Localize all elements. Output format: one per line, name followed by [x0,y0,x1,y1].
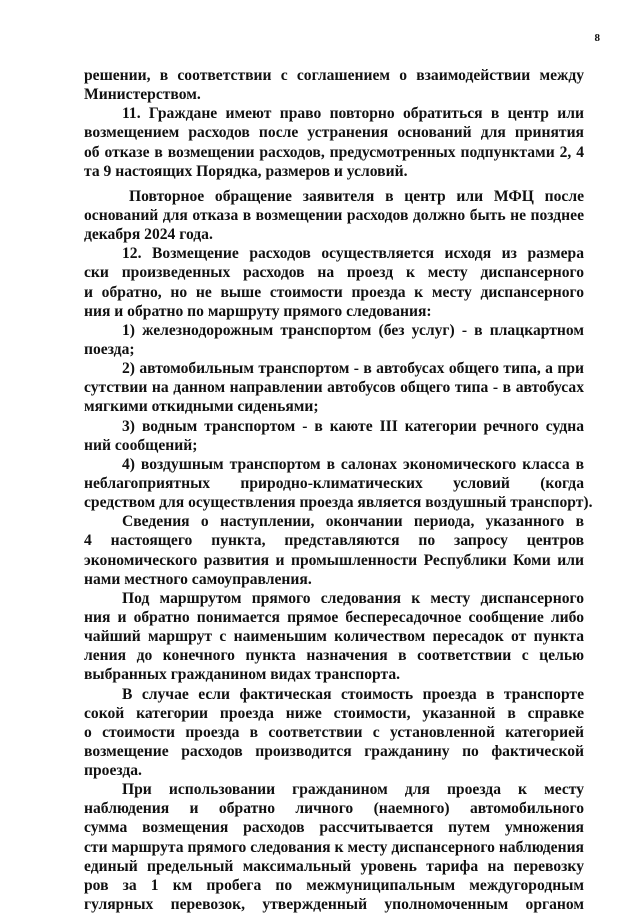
text-line: сокой категории проезда ниже стоимости, указанной в справке [84,704,584,722]
text-line: Под маршрутом прямого следования к месту диспансерного [122,589,584,607]
document-body [84,66,593,914]
text-line: декабря 2024 года. [84,226,213,244]
text-line: При использовании гражданином для проезда к месту [122,781,584,799]
text-line: сумма возмещения расходов рассчитывается путем умножения [84,819,584,837]
text-line: Министерством. [84,86,201,104]
text-line: нами местного самоуправления. [84,570,312,588]
text-line: ний сообщений; [84,436,198,454]
text-line: 1) железнодорожным транспортом (без услуг) - в плацкартном [122,321,584,339]
text-line: 2) автомобильным транспортом - в автобусах общего типа, а при [122,360,584,378]
text-line: 12. Возмещение расходов осуществляется исходя из размера [122,245,584,263]
text-line: об отказе в возмещении расходов, предусмотренных подпунктами 2, 4 [84,143,584,161]
page-number: 8 [594,32,600,44]
text-line: гулярных перевозок, утвержденный уполномоченным органом [84,896,584,914]
text-line: чайший маршрут с наименьшим количеством пересадок от пункта [84,628,584,646]
text-line: наблюдения и обратно личного (наемного) автомобильного [84,800,584,818]
text-line: 11. Граждане имеют право повторно обратиться в центр или [122,105,584,123]
text-line: В случае если фактическая стоимость проезда в транспорте [122,685,584,703]
text-line: ров за 1 км пробега по межмуниципальным междугородным [84,876,584,894]
text-line: 3) водным транспортом - в каюте III категории речного судна [122,417,584,435]
text-line: 4) воздушным транспортом в салонах экономического класса в [122,455,584,473]
text-line: мягкими откидными сиденьями; [84,398,319,416]
text-line: сутствии на данном направлении автобусов общего типа - в автобусах [84,379,584,397]
text-line: ски произведенных расходов на проезд к месту диспансерного [84,264,584,282]
text-line: возмещение расходов производится гражданину по фактической [84,742,584,760]
text-line: та 9 настоящих Порядка, размеров и условий. [84,162,408,180]
text-line: о стоимости проезда в соответствии с установленной категорией [84,723,584,741]
text-line: экономического развития и промышленности Республики Коми или [84,551,584,569]
text-line: неблагоприятных природно-климатических условий (когда [84,474,584,492]
text-line: проезда. [84,762,142,780]
text-line: единый предельный максимальный уровень тарифа на перевозку [84,857,584,875]
text-line: возмещением расходов после устранения оснований для принятия [84,124,584,142]
text-line: решении, в соответствии с соглашением о взаимодействии между [84,67,584,84]
text-line: средством для осуществления проезда является воздушный транспорт). [84,494,593,512]
text-line: оснований для отказа в возмещении расходов должно быть не позднее [84,206,584,224]
text-line: Сведения о наступлении, окончании периода, указанного в [122,513,584,531]
text-line: 4 настоящего пункта, представляются по запросу центров [84,532,584,550]
text-line: поезда; [84,340,135,358]
text-line: ления до конечного пункта назначения в соответствии с целью [84,647,584,665]
text-line: выбранных гражданином видах транспорта. [84,666,401,684]
text-line: сти маршрута прямого следования к месту диспансерного наблюдения [84,838,584,856]
text-line: ния и обратно по маршруту прямого следования: [84,302,432,320]
text-line: Повторное обращение заявителя в центр или МФЦ после [129,187,584,205]
text-line: ния и обратно понимается прямое беспересадочное сообщение либо [84,608,584,626]
text-line: и обратно, но не выше стоимости проезда к месту диспансерного [84,283,584,301]
